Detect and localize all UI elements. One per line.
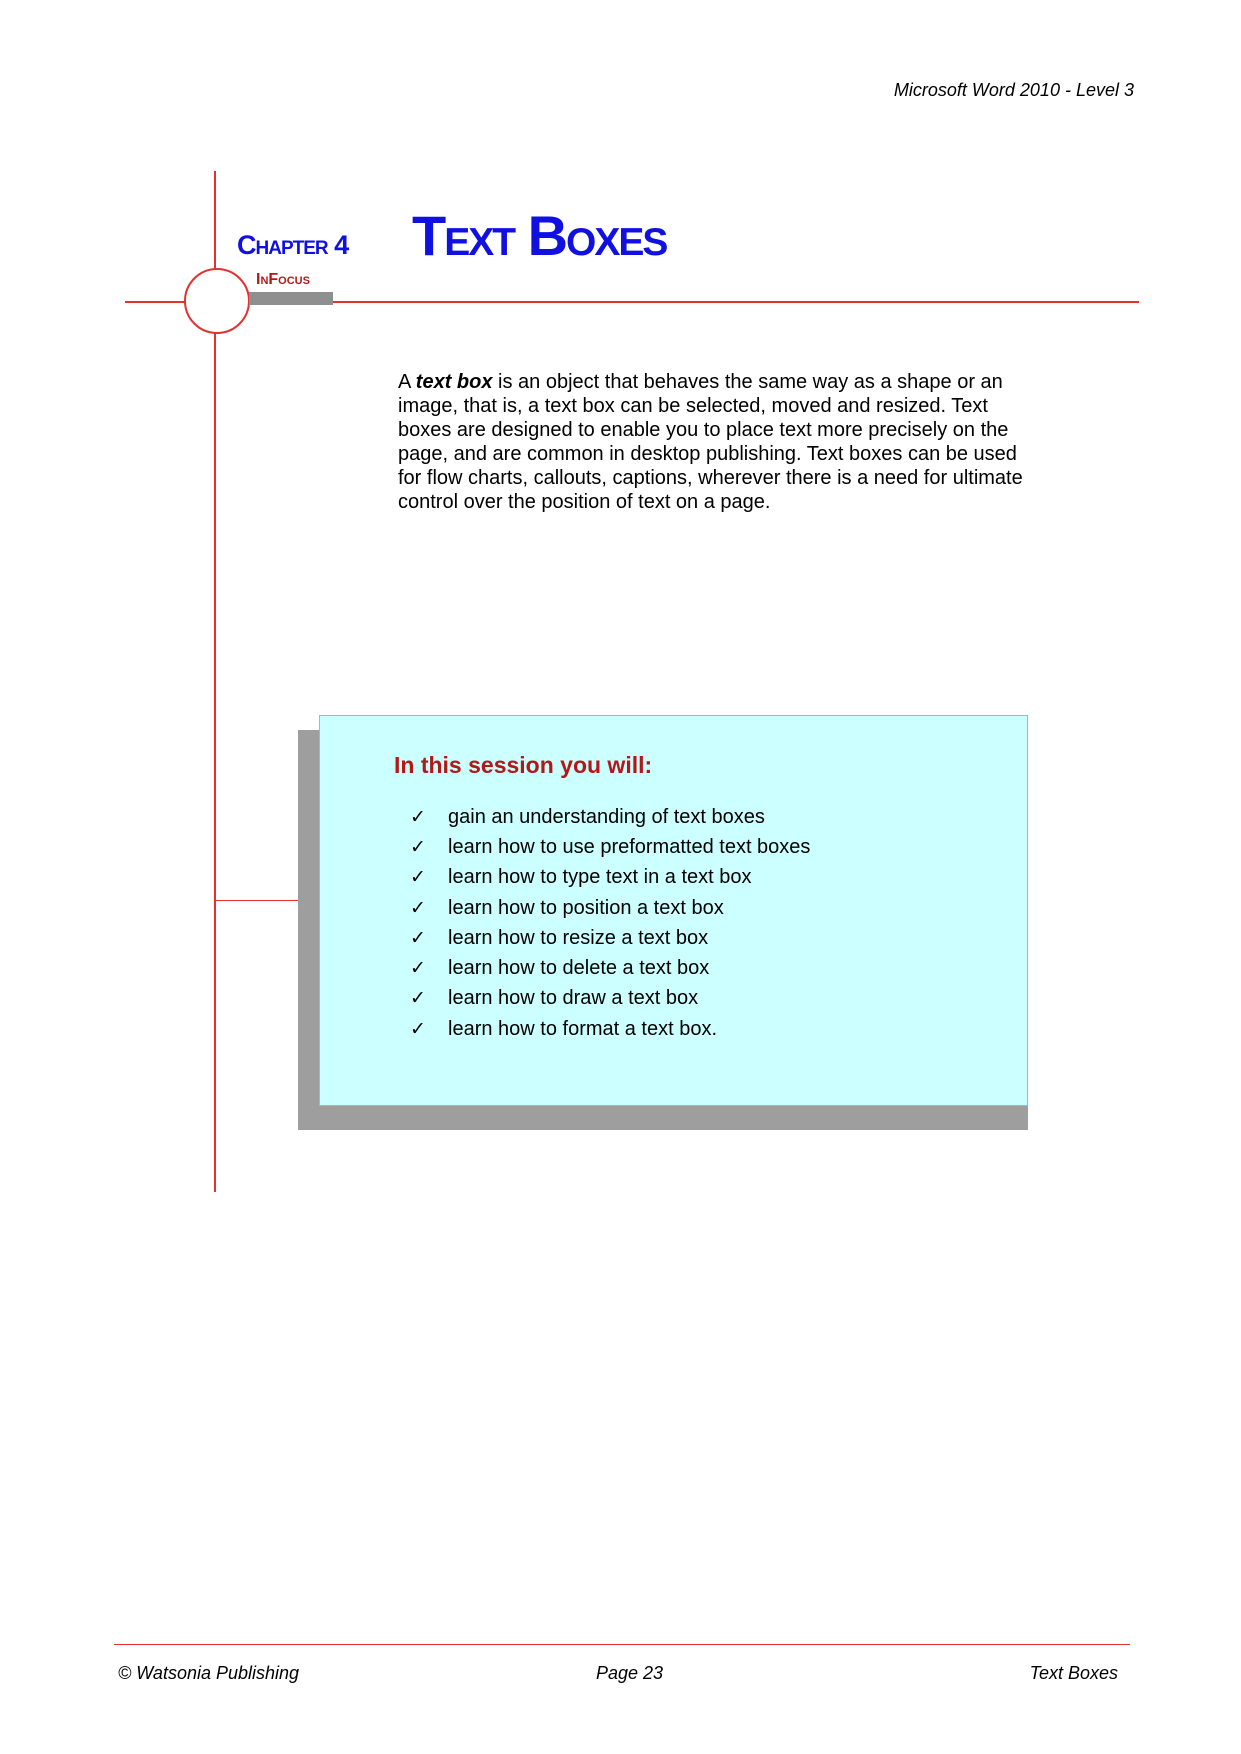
session-list: [410, 802, 810, 1044]
list-item: [410, 923, 810, 953]
check-icon: ✓: [410, 806, 426, 828]
chapter-label: Chapter 4: [237, 230, 349, 260]
list-item-text: gain an understanding of text boxes: [448, 805, 765, 828]
intro-term: text box: [415, 371, 493, 393]
list-item: [410, 832, 810, 862]
check-icon: ✓: [410, 927, 426, 949]
check-icon: ✓: [410, 1018, 426, 1040]
chapter-title: Text Boxes: [412, 204, 667, 267]
intro-paragraph: [398, 370, 1028, 514]
section-label: InFocus: [256, 271, 310, 288]
footer-copyright: © Watsonia Publishing: [118, 1663, 300, 1683]
list-item: [410, 953, 810, 983]
check-icon: ✓: [410, 988, 426, 1010]
session-connector-line: [215, 900, 299, 901]
list-item: [410, 802, 810, 832]
intro-prefix: A: [398, 371, 416, 393]
check-icon: ✓: [410, 958, 426, 980]
intro-body: is an object that behaves the same way as a shape or an image, that is, a text box can be selected, moved and resized. Text boxes are designed to enable you to place text more precisely on the page, and are common in desktop publishing. Text boxes can be used for flow charts, callouts, captions, wherever there is a need for ultimate control over the position of text on a page.: [398, 371, 1023, 513]
list-item-text: learn how to draw a text box: [448, 987, 699, 1010]
check-icon: ✓: [410, 836, 426, 858]
chapter-circle: [184, 268, 250, 334]
list-item: [410, 1014, 810, 1044]
check-icon: ✓: [410, 897, 426, 919]
list-item-text: learn how to delete a text box: [448, 957, 710, 980]
document-title: Microsoft Word 2010 - Level 3: [893, 80, 1134, 100]
list-item-text: learn how to type text in a text box: [448, 866, 752, 889]
check-icon: ✓: [410, 867, 426, 889]
list-item-text: learn how to use preformatted text boxes: [448, 835, 811, 858]
list-item-text: learn how to resize a text box: [448, 926, 709, 949]
list-item: [410, 984, 810, 1014]
list-item: [410, 863, 810, 893]
session-heading: In this session you will:: [394, 752, 653, 778]
list-item-text: learn how to format a text box.: [448, 1017, 718, 1040]
footer-divider: [114, 1644, 1130, 1645]
list-item-text: learn how to position a text box: [448, 896, 724, 919]
footer-section-title: Text Boxes: [1029, 1663, 1118, 1683]
list-item: [410, 893, 810, 923]
footer-page-number: Page 23: [596, 1663, 664, 1683]
section-label-bar: [249, 292, 333, 305]
